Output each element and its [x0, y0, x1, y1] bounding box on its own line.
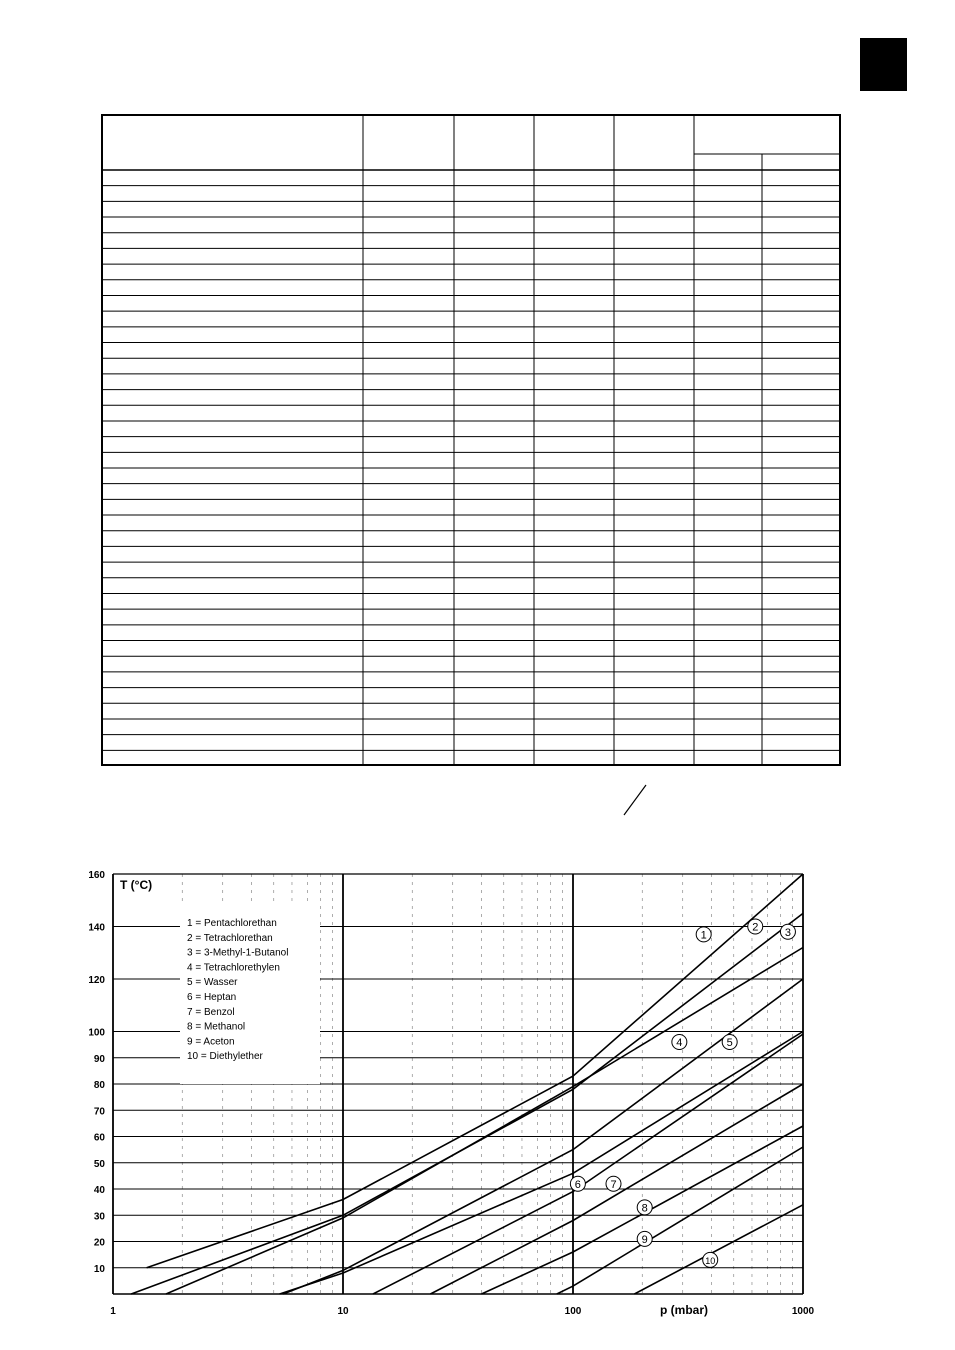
legend-entry: 4 = Tetrachlorethylen [187, 962, 280, 974]
y-tick-label: 70 [93, 1106, 105, 1118]
y-tick-label: 20 [93, 1237, 105, 1249]
section-tab-marker [860, 38, 907, 91]
x-tick-label: 100 [564, 1306, 582, 1317]
series-label-7 [606, 1176, 621, 1191]
series-label-text: 4 [676, 1037, 683, 1049]
series-label-text: 6 [574, 1178, 581, 1191]
series-label-text: 2 [752, 921, 759, 934]
series-label-2 [748, 919, 763, 934]
y-tick-label: 160 [88, 870, 105, 881]
slash-mark [620, 782, 650, 818]
y-tick-label: 50 [93, 1158, 105, 1170]
series-label-3 [780, 924, 795, 939]
y-tick-label: 10 [93, 1263, 105, 1275]
series-label-6 [570, 1176, 585, 1191]
legend-entry: 3 = 3-Methyl-1-Butanol [187, 947, 289, 959]
legend-entry: 1 = Pentachlorethan [187, 918, 277, 929]
legend-entry: 9 = Aceton [187, 1036, 235, 1048]
y-tick-label: 100 [88, 1027, 105, 1039]
series-label-text: 3 [784, 926, 791, 939]
series-label-text: 5 [726, 1037, 733, 1049]
y-tick-label: 30 [93, 1211, 105, 1223]
series-label-5 [722, 1035, 737, 1050]
series-label-1 [696, 927, 711, 942]
chart-legend [180, 904, 320, 1084]
table-border [102, 115, 840, 765]
series-label-9 [637, 1231, 652, 1246]
y-tick-label: 40 [93, 1185, 105, 1196]
y-tick-label: 140 [88, 922, 105, 934]
series-label-text: 8 [641, 1202, 648, 1215]
series-label-text: 7 [610, 1178, 617, 1191]
y-tick-label: 120 [88, 975, 105, 986]
y-axis-title: T (°C) [120, 878, 153, 892]
legend-entry: 7 = Benzol [187, 1006, 235, 1018]
legend-entry: 8 = Methanol [187, 1021, 246, 1033]
x-tick-label: 10 [337, 1306, 349, 1317]
y-tick-label: 60 [93, 1132, 105, 1144]
series-label-text: 10 [705, 1255, 716, 1266]
vapor-pressure-chart [80, 862, 820, 1322]
blank-data-table [101, 114, 841, 766]
x-axis-title: p (mbar) [660, 1303, 708, 1317]
legend-entry: 10 = Diethylether [187, 1051, 263, 1063]
legend-entry: 2 = Tetrachlorethan [187, 932, 273, 944]
series-label-4 [672, 1035, 687, 1050]
legend-entry: 6 = Heptan [187, 992, 237, 1003]
series-label-8 [637, 1200, 652, 1215]
series-line-10 [634, 1205, 803, 1294]
series-line-9 [557, 1147, 803, 1294]
series-label-text: 9 [641, 1233, 648, 1246]
legend-entry: 5 = Wasser [187, 977, 238, 989]
y-tick-label: 80 [93, 1080, 105, 1091]
x-tick-label: 1 [110, 1306, 116, 1317]
series-label-10 [703, 1252, 718, 1267]
x-tick-label: 1000 [791, 1306, 815, 1317]
y-tick-label: 90 [93, 1053, 105, 1065]
series-label-text: 1 [700, 929, 707, 942]
